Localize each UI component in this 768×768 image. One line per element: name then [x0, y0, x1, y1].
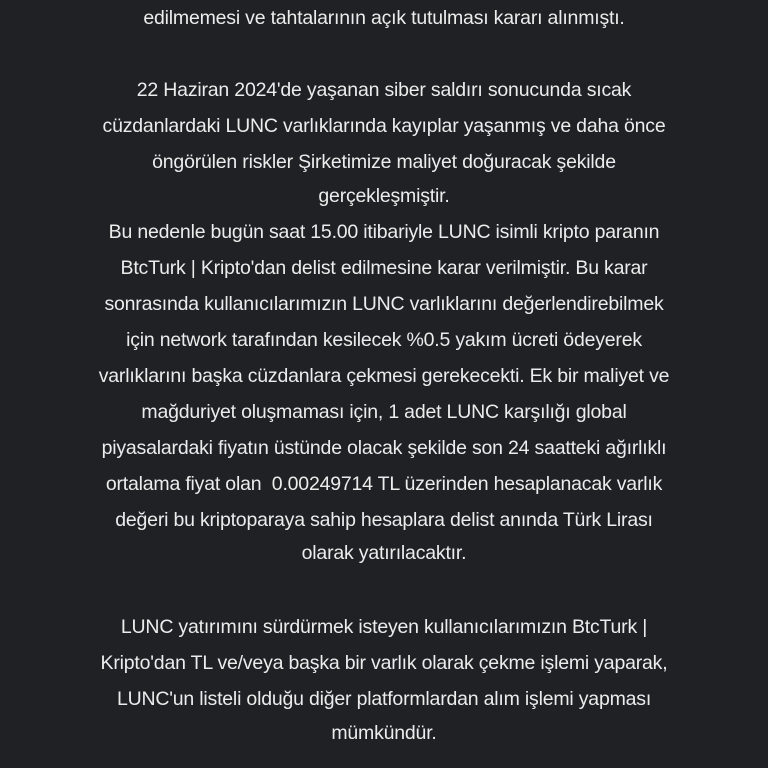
text-line: LUNC'un listeli olduğu diğer platformlardan alım işlemi yapması — [116, 688, 652, 710]
text-line: varlıklarını başka cüzdanlara çekmesi gerekecekti. Ek bir maliyet ve — [98, 365, 670, 387]
text-line: 22 Haziran 2024'de yaşanan siber saldırı sonucunda sıcak — [136, 79, 632, 101]
text-line: LUNC yatırımını sürdürmek isteyen kullanıcılarımızın BtcTurk | — [120, 616, 648, 638]
text-line: ortalama fiyat olan 0.00249714 TL üzerinden hesaplanacak varlık — [105, 473, 663, 495]
text-line: gerçekleşmiştir. — [318, 185, 450, 207]
text-line: cüzdanlardaki LUNC varlıklarında kayıplar yaşanmış ve daha önce — [102, 115, 666, 137]
text-line: edilmemesi ve tahtalarının açık tutulması kararı alınmıştı. — [143, 7, 625, 29]
text-line: Bu nedenle bugün saat 15.00 itibariyle LUNC isimli kripto paranın — [108, 221, 660, 243]
text-line: BtcTurk | Kripto'dan delist edilmesine karar verilmiştir. Bu karar — [120, 257, 648, 279]
text-line: mümkündür. — [331, 722, 437, 744]
text-line: piyasalardaki fiyatın üstünde olacak şekilde son 24 saatteki ağırlıklı — [101, 437, 667, 459]
text-line: mağduriyet oluşmaması için, 1 adet LUNC karşılığı global — [141, 401, 627, 423]
text-line: için network tarafından kesilecek %0.5 yakım ücreti ödeyerek — [126, 329, 642, 351]
text-line: değeri bu kriptoparaya sahip hesaplara delist anında Türk Lirası — [115, 509, 653, 531]
text-line: Kripto'dan TL ve/veya başka bir varlık olarak çekme işlemi yaparak, — [100, 652, 668, 674]
text-line: öngörülen riskler Şirketimize maliyet doğuracak şekilde — [152, 151, 616, 173]
text-line: sonrasında kullanıcılarımızın LUNC varlıklarını değerlendirebilmek — [104, 293, 664, 315]
text-line: olarak yatırılacaktır. — [301, 542, 467, 564]
